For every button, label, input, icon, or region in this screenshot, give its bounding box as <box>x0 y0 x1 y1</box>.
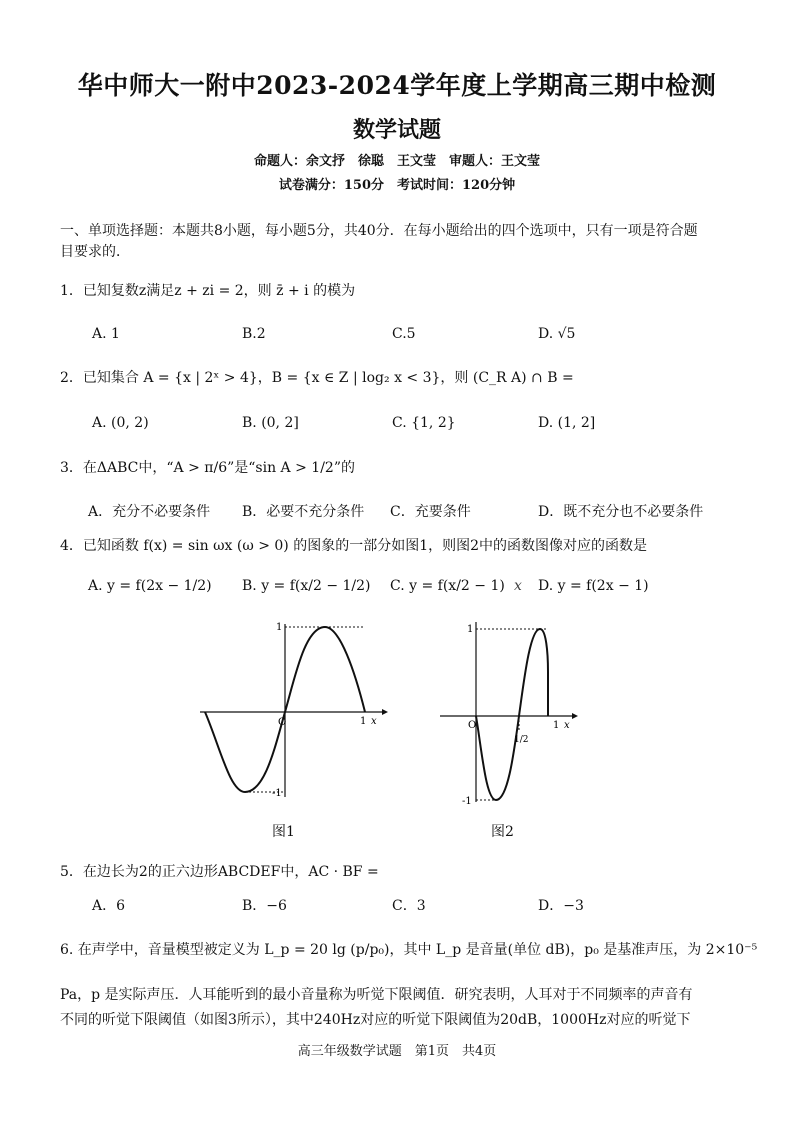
q4-option-a: A. y = f(2x − 1/2) <box>88 578 212 594</box>
section-heading-cont: 目要求的． <box>60 244 130 260</box>
q3-option-d: D．既不充分也不必要条件 <box>538 504 704 520</box>
q4-option-d: D. y = f(2x − 1) <box>538 578 649 594</box>
q3-stem: 3．在ΔABC中，“A > π/6”是“sin A > 1/2”的 <box>60 460 355 476</box>
figure-2-caption: 图2 <box>491 824 514 840</box>
page-title: 华中师大一附中2023-2024学年度上学期高三期中检测 <box>77 71 717 100</box>
q4-stem: 4．已知函数 f(x) = sin ωx (ω > 0) 的图象的一部分如图1，则图2中的函数图像对应的函数是 <box>60 538 648 554</box>
q5-option-d: D．−3 <box>538 898 584 914</box>
q1-option-b: B.2 <box>242 326 266 342</box>
q1-options <box>88 326 748 346</box>
q6-line-1: 6. 在声学中，音量模型被定义为 L_p = 20 lg (p/p₀)，其中 L_p 是音量(单位 dB)，p₀ 是基准声压，为 2×10⁻⁵ <box>60 942 758 958</box>
q1-option-c: C.5 <box>392 326 416 342</box>
page-subtitle: 数学试题 <box>352 117 441 143</box>
figure-1-label-top: 1 <box>276 622 283 633</box>
q4-options <box>88 578 748 598</box>
q3-option-b: B．必要不充分条件 <box>242 504 365 520</box>
q5-option-b: B．−6 <box>242 898 287 914</box>
q3-option-a: A．充分不必要条件 <box>88 504 211 520</box>
q2-option-b: B. (0, 2] <box>242 415 299 431</box>
q1-option-a: A. 1 <box>92 326 120 342</box>
q5-stem: 5．在边长为2的正六边形ABCDEF中，AC · BF = <box>60 864 379 880</box>
figure-1-axis-x: x <box>371 716 377 727</box>
authors-line: 命题人：余文抒 徐聪 王文莹 审题人：王文莹 <box>253 154 540 169</box>
page-footer: 高三年级数学试题 第1页 共4页 <box>297 1044 497 1059</box>
q6-line-2: Pa，p 是实际声压．人耳能听到的最小音量称为听觉下限阈值．研究表明，人耳对于不同频率的声音有 <box>60 987 693 1003</box>
q3-options <box>88 501 748 521</box>
q2-stem: 2．已知集合 A = {x | 2ˣ > 4}，B = {x ∈ Z | log₂ x < 3}，则 (C_R A) ∩ B = <box>60 370 574 386</box>
section-heading: 一、单项选择题：本题共8小题，每小题5分，共40分．在每小题给出的四个选项中，只有一项是符合题 <box>60 223 698 239</box>
q5-options <box>88 895 748 915</box>
figure-1-caption: 图1 <box>272 824 295 840</box>
figure-2-graph <box>440 612 590 812</box>
handwritten-mark: x <box>514 578 522 594</box>
figure-2-tick-half: 1/2 <box>514 735 529 745</box>
figure-2-axis-x: x <box>564 720 570 731</box>
q2-option-c: C. {1, 2} <box>392 415 456 431</box>
figure-2-origin: O <box>468 720 477 731</box>
q1-stem: 1．已知复数z满足z + zi = 2，则 z̄ + i 的模为 <box>60 283 356 299</box>
figure-1-tick-one: 1 <box>360 716 367 727</box>
figure-2-curve <box>476 629 548 800</box>
figure-1-graph <box>190 612 390 812</box>
q4-option-c: C. y = f(x/2 − 1) <box>390 578 505 594</box>
q2-option-d: D. (1, 2] <box>538 415 596 431</box>
q2-option-a: A. (0, 2) <box>92 415 149 431</box>
figure-1-origin: O <box>278 717 287 728</box>
q5-option-a: A．6 <box>92 898 126 914</box>
figure-2-label-top: 1 <box>467 624 474 635</box>
q3-option-c: C．充要条件 <box>390 504 471 520</box>
figure-2-tick-one: 1 <box>553 720 560 731</box>
q4-option-b: B. y = f(x/2 − 1/2) <box>242 578 371 594</box>
figure-1-label-bottom: -1 <box>272 788 282 799</box>
q5-option-c: C．3 <box>392 898 426 914</box>
exam-info-line: 试卷满分：150分 考试时间：120分钟 <box>278 178 516 193</box>
figure-2-label-bottom: -1 <box>462 796 472 807</box>
q2-options <box>88 415 748 435</box>
q6-line-3: 不同的听觉下限阈值（如图3所示），其中240Hz对应的听觉下限阈值为20dB，1000Hz对应的听觉下 <box>60 1012 691 1028</box>
q1-option-d: D. √5 <box>538 326 576 342</box>
